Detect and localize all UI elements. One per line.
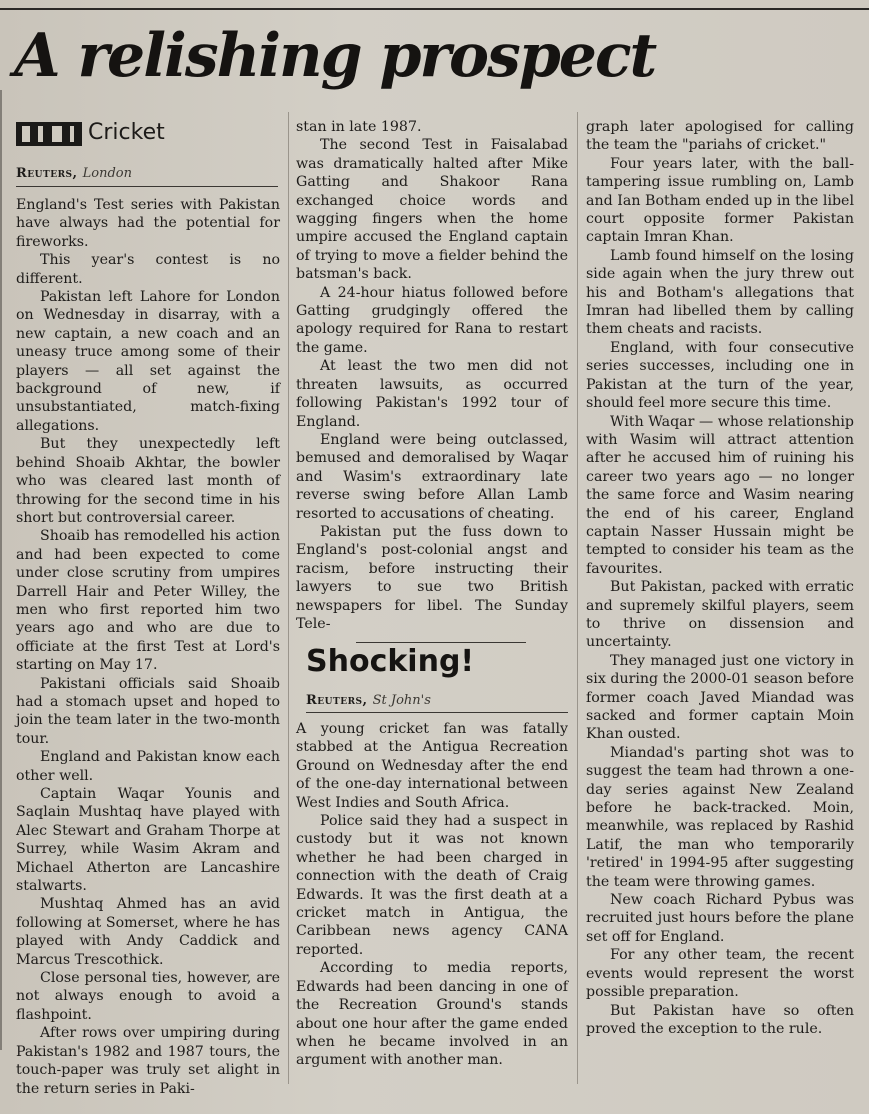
byline-location: London — [82, 166, 132, 181]
paragraph: Pakistan left Lahore for London on Wednesday in disarray, with a new captain, a new coach and an uneasy truce among some of their players — all set against the background of new, if unsubstantiated, match-fixing allegations. — [16, 289, 280, 434]
byline-location: St John's — [372, 693, 431, 708]
paragraph: A young cricket fan was fatally stabbed at the Antigua Recreation Ground on Wednesday after the end of the one-day international between West Indies and South Africa. — [296, 721, 568, 811]
headline: A relishing prospect — [14, 21, 656, 91]
section-label: Cricket — [88, 120, 165, 145]
paragraph: But Pakistan have so often proved the exception to the rule. — [586, 1002, 854, 1037]
byline-agency: Reuters, — [306, 693, 368, 708]
paragraph: But they unexpectedly left behind Shoaib Akhtar, the bowler who was cleared last month of throwing for the second time in his short but controversial career. — [16, 436, 280, 526]
paragraph: Lamb found himself on the losing side again when the jury threw out his and Botham's allegations that Imran had libelled them by calling them cheats and racists. — [586, 247, 854, 338]
paragraph: Four years later, with the ball-tampering issue rumbling on, Lamb and Ian Botham ended up in the libel court opposite former Pakistan captain Imran Khan. — [586, 155, 854, 246]
paragraph: At least the two men did not threaten lawsuits, as occurred following Pakistan's 1992 tour of England. — [296, 358, 568, 430]
paragraph: New coach Richard Pybus was recruited just hours before the plane set off for England. — [586, 892, 854, 945]
paragraph: Captain Waqar Younis and Saqlain Mushtaq have played with Alec Stewart and Graham Thorpe at Surrey, while Wasim Akram and Michael Atherton are Lancashire stalwarts. — [16, 786, 280, 895]
byline-rule — [16, 186, 278, 187]
paragraph: With Waqar — whose relationship with Wasim will attract attention after he accused him of ruining his career two years ago — no longer the same force and Wasim nearing the end of his career, England captain Nasser Hussain might be tempted to consider his team as the favourites. — [586, 413, 854, 577]
byline-st-johns — [306, 692, 431, 710]
paragraph: After rows over umpiring during Pakistan's 1982 and 1987 tours, the touch-paper was truly set alight in the return series in Paki- — [16, 1025, 280, 1097]
page-edge — [0, 90, 2, 1050]
paragraph: They managed just one victory in six during the 2000-01 season before former coach Javed Miandad was sacked and former captain Moin Khan ousted. — [586, 652, 854, 743]
paragraph: England's Test series with Pakistan have always had the potential for fireworks. — [16, 197, 280, 250]
paragraph: England were being outclassed, bemused and demoralised by Waqar and Wasim's extraordinary late reverse swing before Allan Lamb resorted to accusations of cheating. — [296, 431, 568, 522]
byline-rule — [306, 712, 568, 713]
column-gutter — [577, 112, 578, 1084]
paragraph: stan in late 1987. — [296, 119, 422, 135]
paragraph: Shoaib has remodelled his action and had been expected to come under close scrutiny from umpires Darrell Hair and Peter Willey, the men who first reported him two years ago and who are due to officiate at the first Test at Lord's starting on May 17. — [16, 528, 280, 674]
paragraph: Pakistan put the fuss down to England's post-colonial angst and racism, before instructing their lawyers to sue two British newspapers for libel. The Sunday Tele- — [296, 523, 568, 632]
column-gutter — [288, 112, 289, 1084]
section-logo-icon — [16, 122, 82, 146]
paragraph: Police said they had a suspect in custody but it was not known whether he had been charged in connection with the death of Craig Edwards. It was the first death at a cricket match in Antigua, the Caribbean news agency CANA reported. — [296, 813, 568, 958]
paragraph: Pakistani officials said Shoaib had a stomach upset and hoped to join the team later in the two-month tour. — [16, 675, 280, 747]
paragraph: England and Pakistan know each other well. — [16, 749, 280, 784]
paragraph: Mushtaq Ahmed has an avid following at Somerset, where he has played with Andy Caddick and Marcus Trescothick. — [16, 896, 280, 968]
byline-london — [16, 165, 132, 183]
paragraph: The second Test in Faisalabad was dramatically halted after Mike Gatting and Shakoor Rana exchanged choice words and wagging fingers when the home umpire accused the England captain of trying to move a fielder behind the batsman's back. — [296, 137, 568, 283]
section-kicker — [16, 118, 280, 150]
column-3 — [586, 118, 854, 1038]
paragraph: Close personal ties, however, are not always enough to avoid a flashpoint. — [16, 970, 280, 1023]
paragraph: England, with four consecutive series successes, including one in Pakistan at the turn of the year, should feel more secure this time. — [586, 339, 854, 412]
paragraph: graph later apologised for calling the team the "pariahs of cricket." — [586, 119, 854, 154]
byline-agency: Reuters, — [16, 166, 78, 181]
paragraph: But Pakistan, packed with erratic and supremely skilful players, seem to thrive on dissension and uncertainty. — [586, 579, 854, 651]
paragraph: This year's contest is no different. — [16, 252, 280, 287]
paragraph: A 24-hour hiatus followed before Gatting grudgingly offered the apology required for Rana to restart the game. — [296, 284, 568, 356]
paragraph: According to media reports, Edwards had been dancing in one of the Recreation Ground's stands about one hour after the game ended when he became involved in an argument with another man. — [296, 960, 568, 1069]
subhead: Shocking! — [306, 644, 475, 679]
column-1 — [16, 196, 280, 1098]
paragraph: For any other team, the recent events would represent the worst possible preparation. — [586, 947, 854, 1001]
column-2-main — [296, 118, 568, 633]
top-rule — [0, 8, 869, 10]
column-2-second-story — [296, 720, 568, 1070]
paragraph: Miandad's parting shot was to suggest the team had thrown a one-day series against New Zealand before he back-tracked. Moin, meanwhile, was replaced by Rashid Latif, the man who temporarily 'retired' in 1994-95 after suggesting the team were throwing games. — [586, 744, 854, 890]
